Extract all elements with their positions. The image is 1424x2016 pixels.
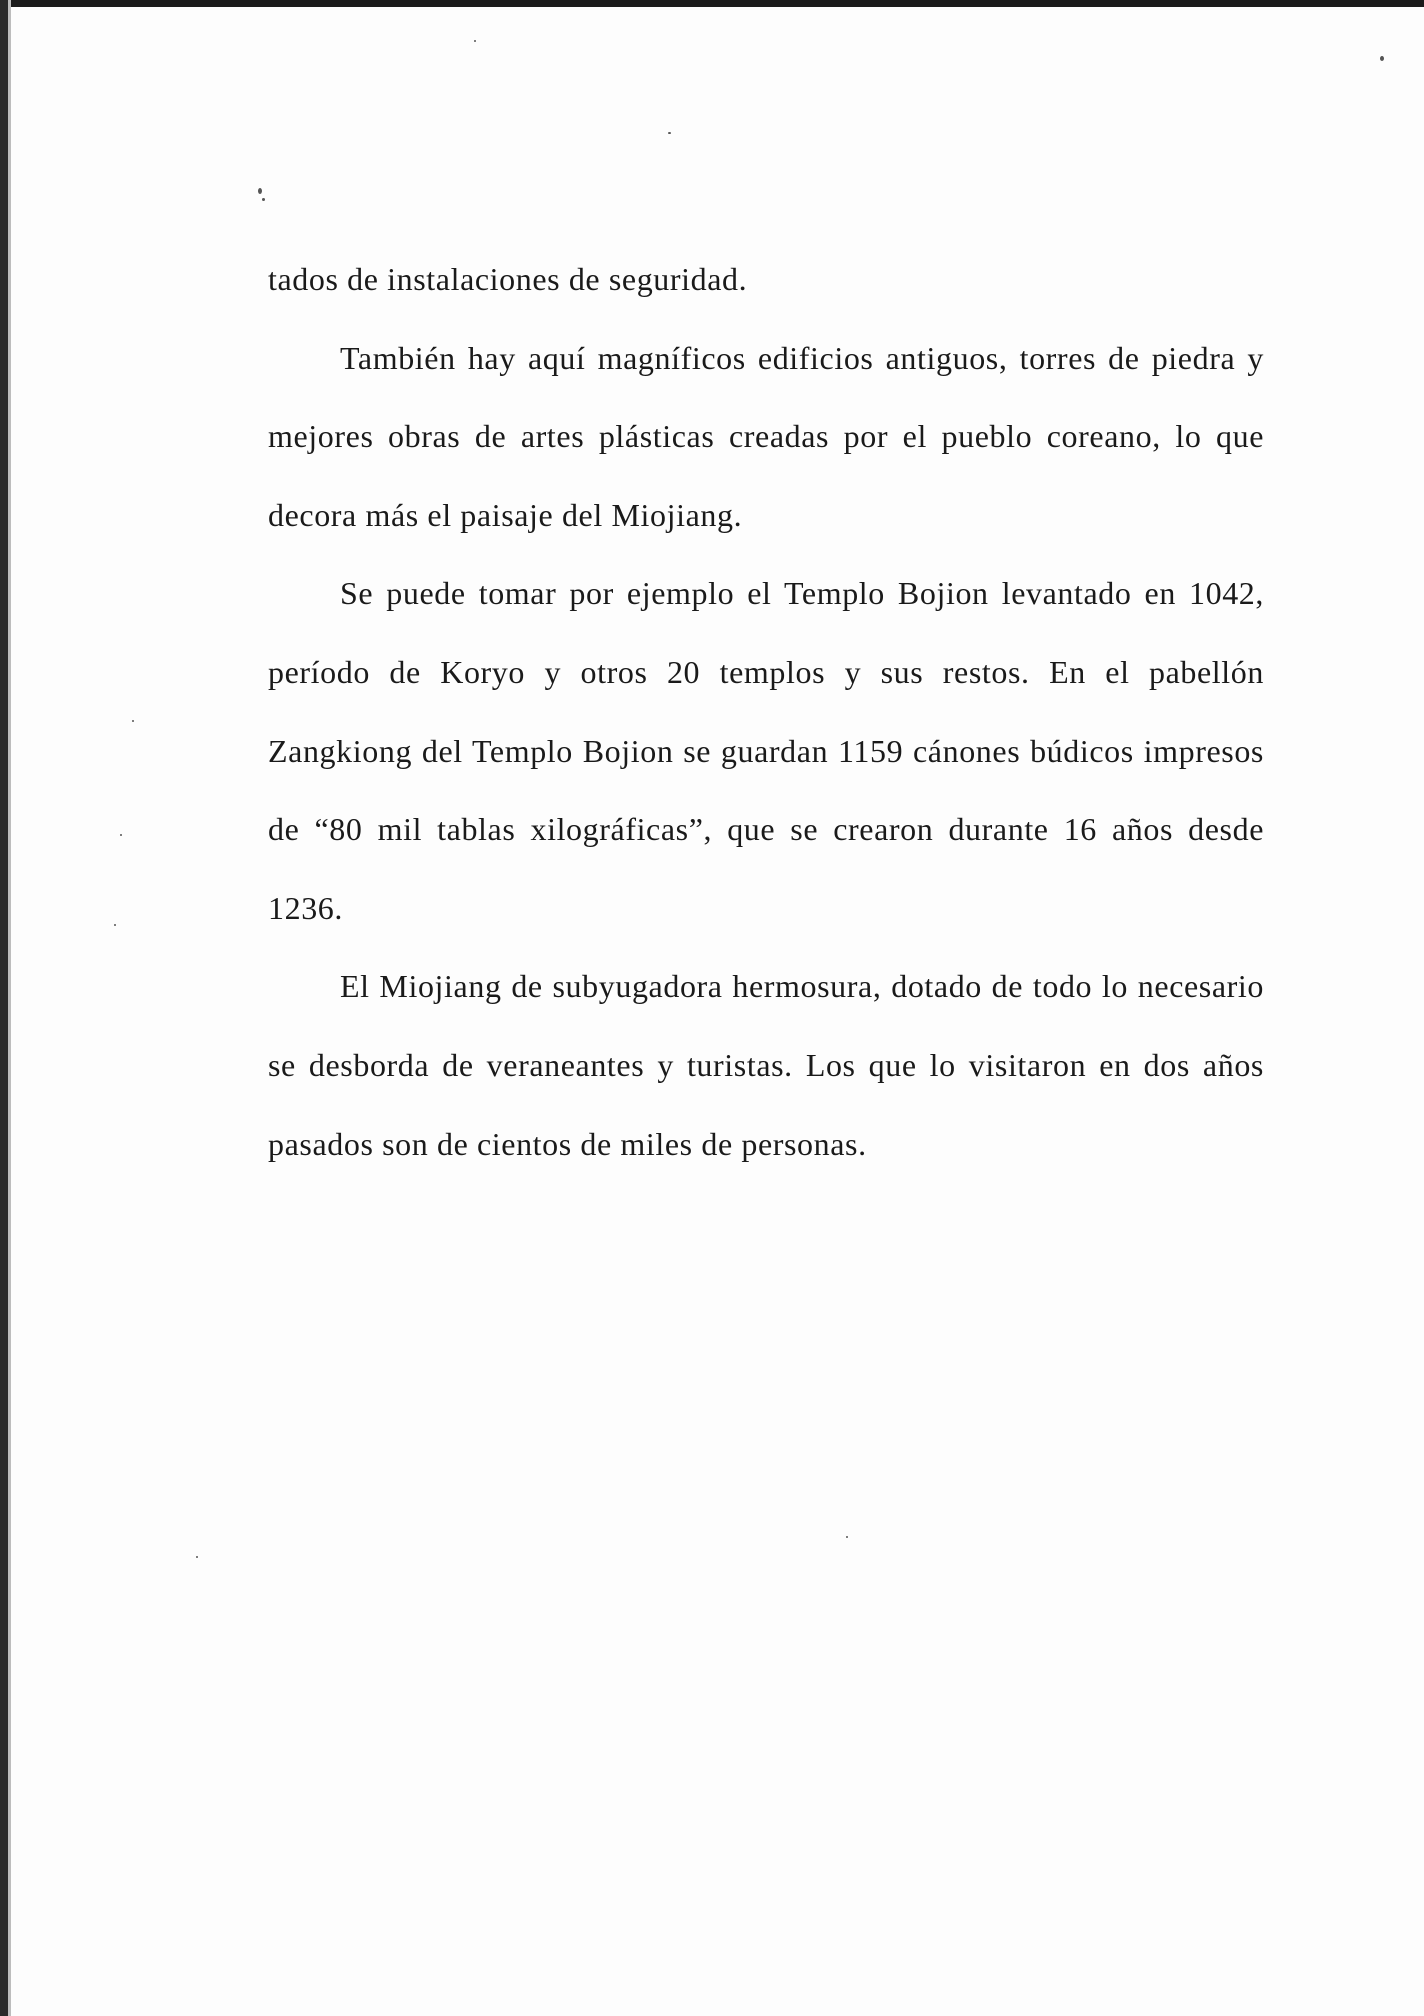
paragraph-1: tados de instalaciones de seguridad. [268, 261, 748, 297]
scan-edge-left [0, 0, 8, 2016]
scan-speck [668, 132, 671, 134]
scan-edge-top [0, 0, 1424, 7]
scan-speck [120, 834, 122, 836]
scan-speck [132, 720, 134, 722]
scan-speck [262, 198, 265, 201]
paragraph-4: El Miojiang de subyugadora hermosura, dotado de todo lo necesario se desborda de veraneantes y turistas. Los que lo visitaron en dos años pasados son de cientos de miles de personas. [268, 968, 1264, 1162]
paragraph-2: También hay aquí magníficos edificios antiguos, torres de piedra y mejores obras de artes plásticas creadas por el pueblo coreano, lo que decora más el paisaje del Miojiang. [268, 339, 1264, 533]
scan-speck [196, 1556, 198, 1558]
paragraph-3: Se puede tomar por ejemplo el Templo Bojion levantado en 1042, período de Koryo y otros 20 templos y sus restos. En el pabellón Zangkiong del Templo Bojion se guardan 1159 cánones búdicos impresos de “80 mil tablas xilográficas”, que se crearon durante 16 años desde 1236. [268, 575, 1264, 926]
scan-speck [1380, 56, 1384, 61]
scan-edge-left-shadow [8, 0, 11, 2016]
scan-speck [114, 924, 116, 926]
body-text [268, 240, 1264, 1183]
scan-speck [846, 1536, 848, 1538]
scan-speck [258, 188, 262, 194]
scan-speck [474, 40, 476, 42]
